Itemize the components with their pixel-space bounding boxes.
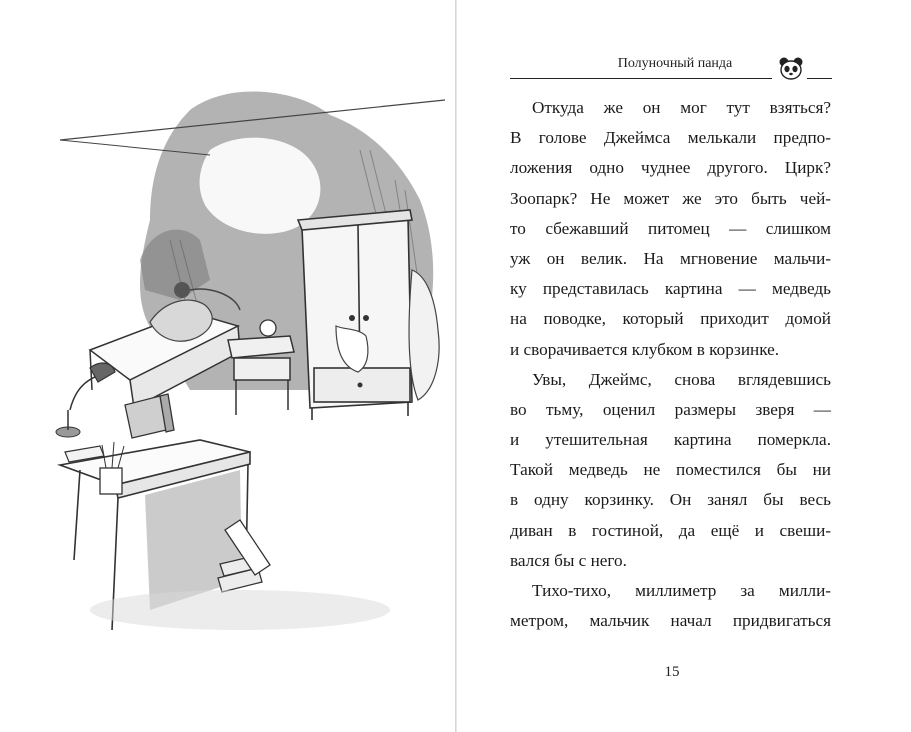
text-line: на поводке, который приходит домой xyxy=(510,309,831,329)
text-line: во тьму, оценил размеры зверя — xyxy=(510,399,831,419)
running-header xyxy=(510,50,830,84)
text-line: и утешительная картина померкла. xyxy=(510,430,831,450)
text-line: В голове Джеймса мелькали предпо- xyxy=(510,128,831,148)
text-line: Тихо-тихо, миллиметр за милли- xyxy=(532,581,831,600)
right-page xyxy=(457,0,911,732)
text-line: ложения одно чуднее другого. Цирк? xyxy=(510,158,831,178)
text-line: вался бы с него. xyxy=(510,550,627,570)
text-line: в одну корзинку. Он занял бы весь xyxy=(510,490,831,510)
running-title: Полуночный панда xyxy=(617,56,733,71)
text-line: Зоопарк? Не может же это быть чей- xyxy=(510,188,831,208)
body-text xyxy=(510,93,831,636)
text-line: Такой медведь не поместился бы ни xyxy=(510,460,831,480)
text-line: диван в гостиной, да ещё и свеши- xyxy=(510,520,831,540)
left-page xyxy=(0,0,455,732)
text-line: метром, мальчик начал придвигаться xyxy=(510,611,831,631)
text-line: ку представилась картина — медведь xyxy=(510,279,831,299)
text-line: Откуда же он мог тут взяться? xyxy=(532,98,831,117)
text-line: то сбежавший питомец — слишком xyxy=(510,218,831,238)
header-rule-right xyxy=(807,78,832,79)
page-number: 15 xyxy=(664,664,680,680)
header-rule-left xyxy=(510,78,772,79)
bedroom-illustration-icon xyxy=(40,90,450,650)
text-line: и сворачивается клубком в корзинке. xyxy=(510,339,780,359)
panda-icon xyxy=(778,56,804,80)
text-line: уж он велик. На мгновение мальчи- xyxy=(510,248,831,268)
text-line: Увы, Джеймс, снова вглядевшись xyxy=(532,369,831,389)
